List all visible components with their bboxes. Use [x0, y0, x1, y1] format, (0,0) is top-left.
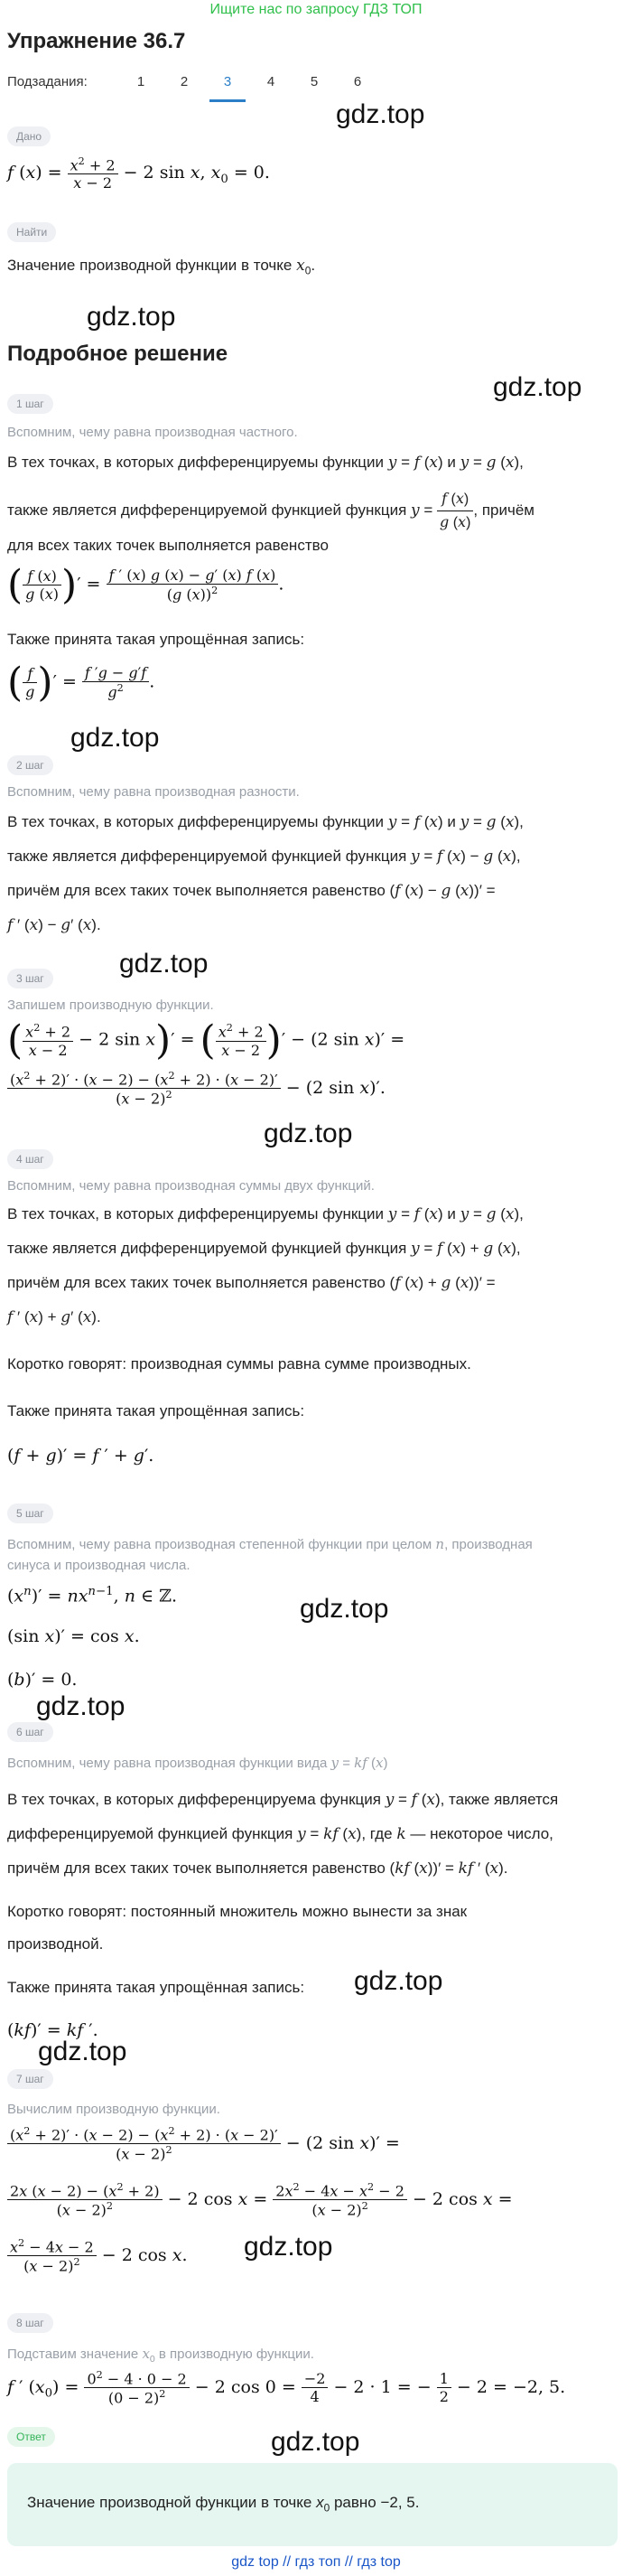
step-1-hint: Вспомним, чему равна производная частного.	[7, 425, 298, 440]
step-3-hint: Запишем производную функции.	[7, 998, 214, 1013]
step-7-formula-3: $\frac{x^2 - 4x - 2}{(x - 2)^2}$ − 2 cos x.	[7, 2237, 187, 2275]
find-badge: Найти	[7, 222, 56, 242]
step-1-line-3: для всех таких точек выполняется равенство	[7, 537, 329, 554]
step-2-line-1: В тех точках, в которых дифференцируемы функции y = f (x) и y = g (x),	[7, 813, 524, 831]
solution-heading: Подробное решение	[7, 342, 228, 366]
step-2-line-4: f ′ (x) − g′ (x).	[7, 916, 101, 934]
step-8-badge: 8 шаг	[7, 2313, 53, 2333]
watermark: gdz.top	[244, 2232, 333, 2262]
step-5-hint-2: синуса и производная числа.	[7, 1558, 191, 1573]
given-formula: f (x) = $\frac{x^2 + 2}{x - 2}$ − 2 sin x, $x_0 = 0$.	[7, 155, 270, 192]
answer-badge: Ответ	[7, 2427, 55, 2447]
step-8-formula: f ′ $(x_0)$ = $\frac{0^2 - 4 \cdot 0 - 2}{(0 - 2)^2}$ − 2 cos 0 = $\frac{-2}{4}$ − 2 · 1 = − $\frac{1}{2}$ − 2 = −2, 5.	[7, 2369, 566, 2407]
step-6-badge: 6 шаг	[7, 1722, 53, 1742]
step-2-badge: 2 шаг	[7, 755, 53, 775]
footer-link-3[interactable]: гдз top	[357, 2554, 401, 2570]
step-6-line-3: причём для всех таких точек выполняется равенство (kf (x))′ = kf ′ (x).	[7, 1859, 508, 1878]
watermark: gdz.top	[271, 2427, 360, 2457]
step-4-line-5: Коротко говорят: производная суммы равна сумме производных.	[7, 1355, 471, 1372]
step-1-line-4: Также принята такая упрощённая запись:	[7, 631, 305, 648]
step-6-formula: (kf)′ = kf ′.	[7, 2020, 98, 2040]
step-4-line-4: f ′ (x) + g′ (x).	[7, 1308, 101, 1326]
given-badge: Дано	[7, 126, 51, 146]
watermark: gdz.top	[300, 1594, 389, 1624]
step-1-short-formula: ( $\frac{f}{g}$ )′ = $\frac{f 'g - g'f}{g^2}$ .	[7, 660, 155, 706]
step-6-line-5: производной.	[7, 1935, 104, 1953]
step-4-line-6: Также принята такая упрощённая запись:	[7, 1402, 305, 1419]
watermark: gdz.top	[493, 372, 582, 402]
watermark: gdz.top	[36, 1691, 125, 1721]
footer-separator: //	[344, 2554, 353, 2570]
step-1-badge: 1 шаг	[7, 394, 53, 414]
step-6-line-4: Коротко говорят: постоянный множитель можно вынести за знак	[7, 1903, 468, 1920]
step-2-hint: Вспомним, чему равна производная разности.	[7, 784, 300, 800]
answer-text: Значение производной функции в точке $x_0$ равно −2, 5.	[27, 2494, 420, 2515]
step-6-hint: Вспомним, чему равна производная функции вида y = kf (x)	[7, 1755, 388, 1771]
step-4-line-2: также является дифференцируемой функцией функция y = f (x) + g (x),	[7, 1240, 521, 1258]
answer-box	[7, 2463, 618, 2546]
step-6-line-6: Также принята такая упрощённая запись:	[7, 1979, 305, 1996]
step-5-hint-1: Вспомним, чему равна производная степенной функции при целом n, производная	[7, 1536, 533, 1552]
step-5-formula-1: $(x^n)' = nx^{n-1}$, n ∈ ℤ.	[7, 1585, 177, 1606]
search-banner[interactable]: Ищите нас по запросу ГДЗ ТОП	[209, 2, 423, 17]
step-2-line-2: также является дифференцируемой функцией функция y = f (x) − g (x),	[7, 848, 521, 866]
footer-separator: //	[283, 2554, 292, 2570]
step-4-badge: 4 шаг	[7, 1149, 53, 1169]
tab-4[interactable]: 4	[266, 74, 275, 89]
step-4-formula: (f + g)′ = f ′ + g′.	[7, 1446, 154, 1466]
watermark: gdz.top	[119, 949, 209, 979]
step-5-formula-2: (sin x)′ = cos x.	[7, 1626, 140, 1646]
step-3-formula-1: ( $\frac{x^2 + 2}{x - 2}$ − 2 sin x)′ = ( $\frac{x^2 + 2}{x - 2}$ )′ − (2 sin x)′ =	[7, 1017, 405, 1063]
watermark: gdz.top	[87, 302, 176, 332]
step-4-hint: Вспомним, чему равна производная суммы двух функций.	[7, 1178, 375, 1194]
step-2-line-3: причём для всех таких точек выполняется равенство (f (x) − g (x))′ =	[7, 882, 496, 900]
step-6-line-2: дифференцируемой функцией функция y = kf (x), где k — некоторое число,	[7, 1825, 553, 1843]
find-text: Значение производной функции в точке $x_0$.	[7, 257, 316, 277]
step-1-line-2: также является дифференцируемой функцией функция y = $\frac{f (x)}{g (x)}$ , причём	[7, 490, 534, 530]
step-7-badge: 7 шаг	[7, 2069, 53, 2089]
step-5-formula-3: (b)′ = 0.	[7, 1670, 78, 1690]
watermark: gdz.top	[38, 2037, 127, 2066]
subtasks-label: Подзадания:	[7, 74, 88, 89]
tab-6[interactable]: 6	[353, 74, 362, 89]
watermark: gdz.top	[264, 1119, 353, 1148]
step-5-badge: 5 шаг	[7, 1503, 53, 1523]
answer-value: −2, 5.	[380, 2494, 420, 2511]
footer-links	[0, 2554, 632, 2571]
footer-link-1[interactable]: gdz top	[231, 2554, 279, 2570]
step-7-formula-2: $\frac{2x (x - 2) - (x^2 + 2)}{(x - 2)^2}$ − 2 cos x = $\frac{2x^2 - 4x - x^2 - 2}{(x - 2)^2}$ − 2 cos x =	[7, 2181, 513, 2219]
tab-3[interactable]: 3	[209, 74, 246, 89]
tab-5[interactable]: 5	[310, 74, 319, 89]
step-3-badge: 3 шаг	[7, 969, 53, 988]
watermark: gdz.top	[70, 723, 160, 753]
page-title: Упражнение 36.7	[7, 29, 186, 53]
tab-1[interactable]: 1	[136, 74, 145, 89]
step-7-hint: Вычислим производную функции.	[7, 2102, 220, 2117]
watermark: gdz.top	[336, 99, 425, 129]
tab-2[interactable]: 2	[180, 74, 189, 89]
step-4-line-1: В тех точках, в которых дифференцируемы функции y = f (x) и y = g (x),	[7, 1205, 524, 1223]
footer-link-2[interactable]: гдз топ	[294, 2554, 341, 2570]
step-3-formula-2: $\frac{(x^2 + 2)' \cdot (x - 2) - (x^2 + 2) \cdot (x - 2)'}{(x - 2)^2}$ − (2 sin x)′.	[7, 1070, 386, 1108]
step-6-line-1: В тех точках, в которых дифференцируема функция y = f (x), также является	[7, 1791, 559, 1809]
step-8-hint: Подставим значение $x_0$ в производную функции.	[7, 2346, 314, 2365]
step-1-line-1: В тех точках, в которых дифференцируемы функции y = f (x) и y = g (x),	[7, 454, 524, 472]
step-1-formula: ( $\frac{f (x)}{g (x)}$ )′ = $\frac{f ' (x) g (x) - g' (x) f (x)}{(g (x))^2}$ .	[7, 562, 284, 608]
watermark: gdz.top	[354, 1966, 443, 1996]
step-4-line-3: причём для всех таких точек выполняется равенство (f (x) + g (x))′ =	[7, 1274, 496, 1292]
step-7-formula-1: $\frac{(x^2 + 2)' \cdot (x - 2) - (x^2 + 2) \cdot (x - 2)'}{(x - 2)^2}$ − (2 sin x)′ =	[7, 2125, 400, 2163]
